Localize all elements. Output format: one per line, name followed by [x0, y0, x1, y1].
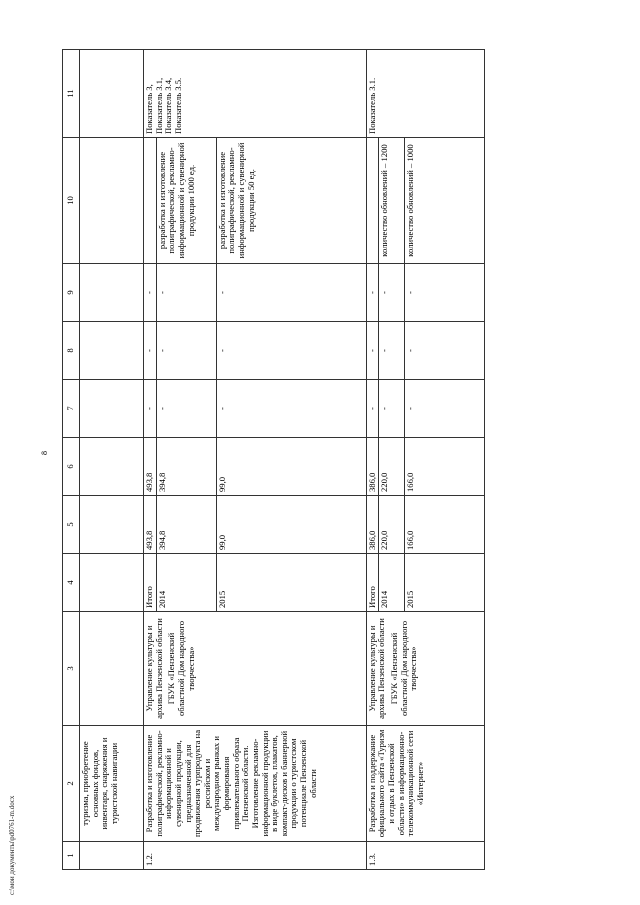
- header-row: [63, 50, 80, 870]
- header-col-1: 1: [63, 842, 80, 870]
- indicator-cell: Показатель 3.1.: [366, 50, 485, 138]
- value-cell: -: [216, 322, 366, 380]
- header-col-7: 7: [63, 380, 80, 438]
- value-cell: -: [379, 264, 405, 322]
- executor-cell: [144, 612, 367, 726]
- executor-main: Управление культуры и архива Пензенской области: [366, 618, 387, 719]
- header-col-2: 2: [63, 726, 80, 842]
- year-cell: 2014: [379, 554, 405, 612]
- header-col-3: 3: [63, 612, 80, 726]
- year-cell: 2014: [156, 554, 216, 612]
- header-col-9: 9: [63, 264, 80, 322]
- year-cell: 2015: [405, 554, 485, 612]
- rotated-table-wrapper: [62, 50, 604, 870]
- continuation-row: [80, 50, 144, 870]
- value-cell: -: [156, 264, 216, 322]
- total-value: 386,0: [366, 438, 379, 496]
- year-cell: Итого: [366, 554, 379, 612]
- header-col-4: 4: [63, 554, 80, 612]
- total-value: 493,8: [144, 496, 157, 554]
- value-cell: 220,0: [379, 496, 405, 554]
- executor-sub: ГБУК «Пензенский областной Дом народного творчества»: [166, 621, 196, 716]
- row-number: 1.2.: [144, 842, 367, 870]
- value-cell: 166,0: [405, 438, 485, 496]
- value-cell: 394,8: [156, 496, 216, 554]
- activity-cell: Разработка и поддержание официального сайта «Туризм и отдых в Пензенской области» в информационно-телекоммуникационной сети «Интернет»: [366, 726, 485, 842]
- value-cell: -: [379, 322, 405, 380]
- result-cell: количество обновлений – 1200: [379, 138, 405, 264]
- page-number: 8: [40, 451, 49, 455]
- value-cell: -: [216, 380, 366, 438]
- result-cell: количество обновлений – 1000: [405, 138, 485, 264]
- total-value: -: [144, 322, 157, 380]
- value-cell: -: [216, 264, 366, 322]
- total-value: 386,0: [366, 496, 379, 554]
- executor-sub: ГБУК «Пензенский областной Дом народного творчества»: [388, 621, 419, 716]
- value-cell: 166,0: [405, 496, 485, 554]
- value-cell: 99,0: [216, 438, 366, 496]
- result-cell: разработка и изготовление полиграфической, рекламно-информационной и сувенирной продукции 1000 ед.: [156, 138, 216, 264]
- value-cell: -: [156, 322, 216, 380]
- header-col-11: 11: [63, 50, 80, 138]
- executor-cell: [366, 612, 485, 726]
- value-cell: -: [379, 380, 405, 438]
- table-row: [144, 50, 157, 870]
- header-col-10: 10: [63, 138, 80, 264]
- continuation-activity: туризма, приобретение основных фондов, инвентаря, снаряжения и туристской навигации: [80, 726, 144, 842]
- value-cell: -: [405, 322, 485, 380]
- value-cell: 99,0: [216, 496, 366, 554]
- total-value: -: [144, 380, 157, 438]
- value-cell: -: [405, 380, 485, 438]
- total-value: 493,8: [144, 438, 157, 496]
- value-cell: -: [156, 380, 216, 438]
- activity-cell: Разработка и изготовление полиграфической, рекламно-информационной и сувенирной продукции, предназначенной для продвижения турпродукта на российском и международном рынках и формирования привлекательного образа Пензенской области. Изготовление рекламно-информационной продукции в виде буклетов, плакатов, компакт-дисков и баннерной продукции о туристском потенциале Пензенской области: [144, 726, 367, 842]
- total-value: -: [366, 322, 379, 380]
- header-col-5: 5: [63, 496, 80, 554]
- indicator-cell: Показатель 3, Показатель 3.1, Показатель 3.4, Показатель 3.5.: [144, 50, 367, 138]
- value-cell: 394,8: [156, 438, 216, 496]
- total-value: -: [144, 264, 157, 322]
- row-number: 1.3.: [366, 842, 485, 870]
- header-col-8: 8: [63, 322, 80, 380]
- value-cell: -: [405, 264, 485, 322]
- result-cell: разработка и изготовление полиграфической, рекламно-информационной и сувенирной продукции 50 ед.: [216, 138, 366, 264]
- footer-file-path: c:\мои документы\pd0761-m.docx: [8, 795, 16, 895]
- year-cell: Итого: [144, 554, 157, 612]
- table-row: [366, 50, 379, 870]
- activities-table: [62, 49, 485, 870]
- total-value: -: [366, 264, 379, 322]
- header-col-6: 6: [63, 438, 80, 496]
- total-value: -: [366, 380, 379, 438]
- year-cell: 2015: [216, 554, 366, 612]
- executor-main: Управление культуры и архива Пензенской области: [144, 618, 164, 719]
- value-cell: 220,0: [379, 438, 405, 496]
